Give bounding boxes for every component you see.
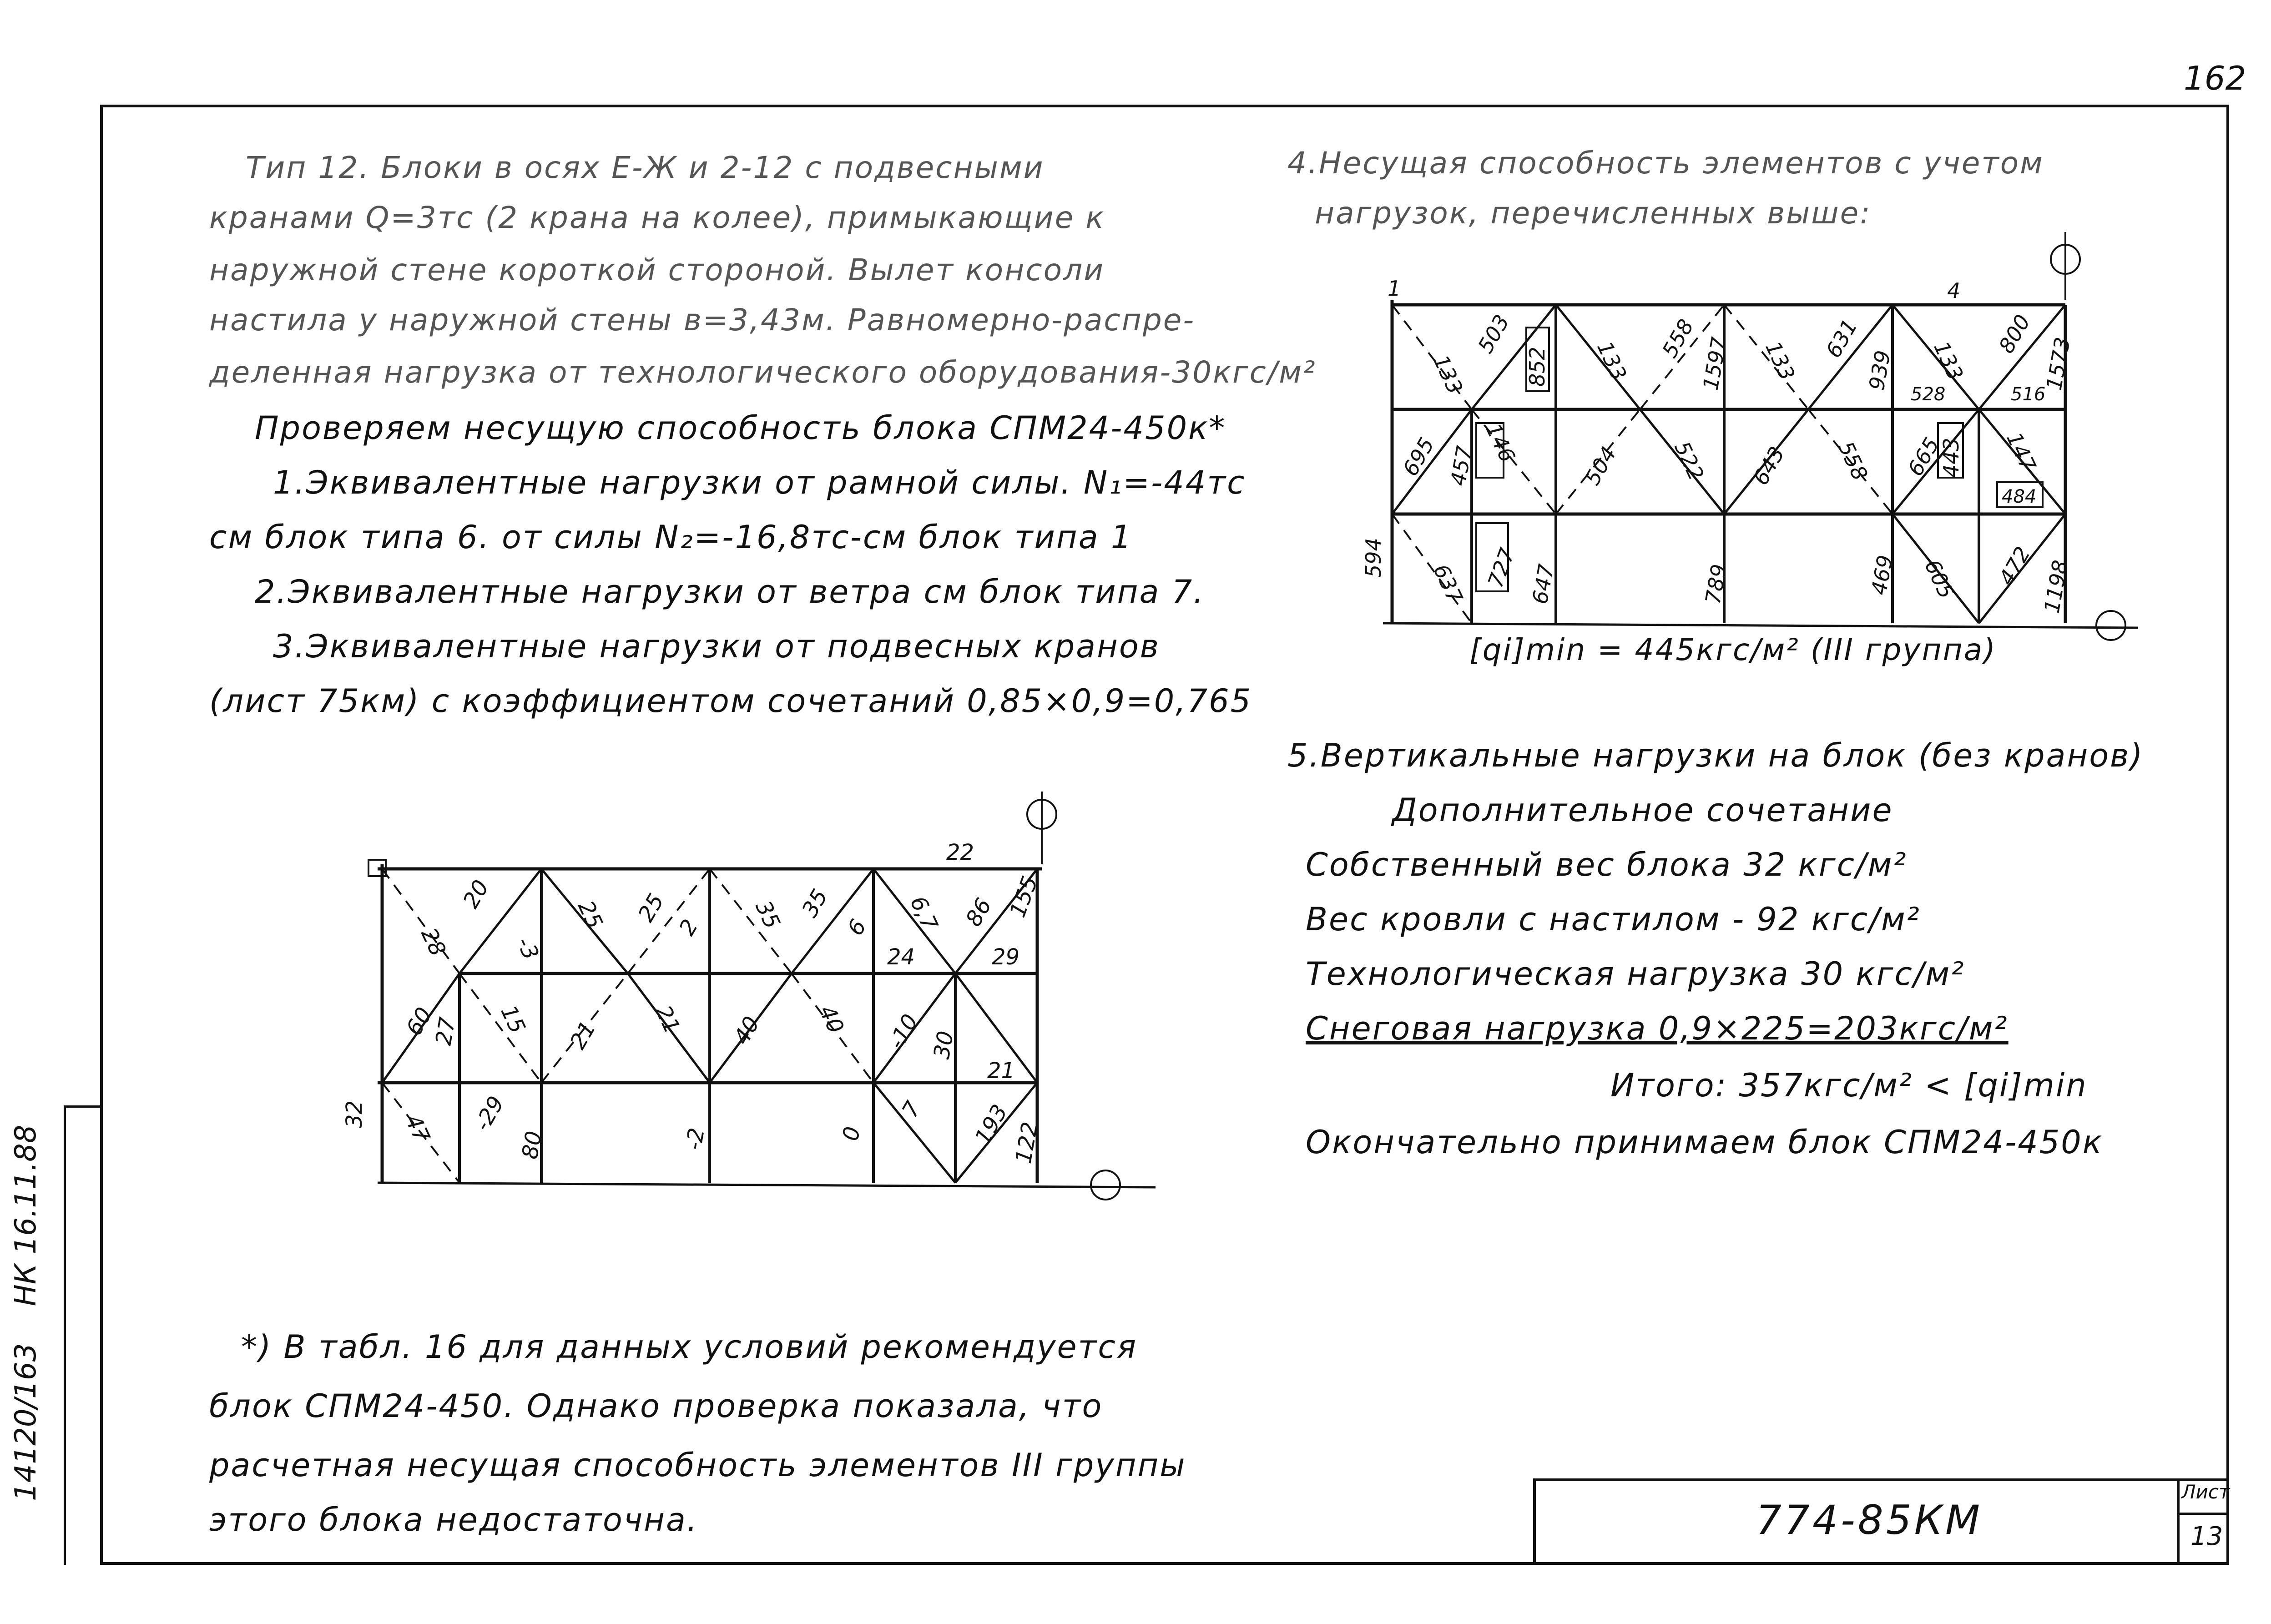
right-label-605: 605 [1920,555,1959,603]
right-label-504: 504 [1580,442,1621,489]
left-label-29: 29 [992,944,1020,970]
extra-combination: Дополнительное сочетание [1392,792,1893,829]
qmin-line: [qi]min = 445кгс/м² (III группа) [1469,632,1997,667]
left-label-21a: 21 [565,1017,601,1054]
p1-line4: настила у наружной стены в=3,43м. Равномерно-распре- [209,303,1196,338]
left-label-80: 80 [517,1129,547,1161]
right-label-594: 594 [1361,538,1386,578]
right-label-727: 727 [1483,545,1520,591]
left-label-24: 24 [887,944,915,970]
sheet-number: 13 [2190,1522,2223,1551]
right-label-1: 1 [1388,276,1401,301]
side-stamp-date: НК 16.11.88 [9,1125,43,1306]
sheet-label: Лист [2181,1481,2230,1503]
left-label-m29: -29 [469,1092,510,1135]
left-label-6-7: 6,7 [905,892,943,935]
left-label-0: 0 [838,1125,866,1143]
left-label-193: 193 [969,1100,1013,1149]
left-label-m3: -3 [511,933,544,964]
right-label-516: 516 [2011,384,2046,405]
right-label-147: 147 [2002,428,2041,475]
right-label-522: 522 [1670,437,1709,484]
left-label-20: 20 [458,876,494,913]
item1-line1: 1.Эквивалентные нагрузки от рамной силы. N₁=-44тс [273,464,1246,501]
left-label-60: 60 [401,1003,437,1040]
left-label-28: 28 [416,924,451,960]
right-label-4: 4 [1947,278,1961,303]
item3-line1: 3.Эквивалентные нагрузки от подвесных кранов [273,628,1160,665]
side-stamp-box [64,1105,100,1565]
right-label-1597: 1597 [1698,335,1732,392]
right-label-484: 484 [2002,486,2037,507]
footnote-line2: блок СПМ24-450. Однако проверка показала, что [209,1387,1103,1425]
right-label-503: 503 [1473,310,1514,358]
final-decision: Окончательно принимаем блок СПМ24-450к [1306,1124,2104,1161]
left-label-21c: 21 [987,1058,1015,1084]
right-label-939: 939 [1864,348,1896,392]
left-label-27: 27 [430,1015,461,1048]
truss-diagram-left [342,773,1174,1219]
right-label-647: 647 [1527,562,1559,606]
left-label-25a: 25 [573,897,608,933]
roof-weight: Вес кровли с настилом - 92 кгс/м² [1306,901,1921,938]
sheet-box-divider [2177,1513,2229,1515]
left-label-m10: -10 [883,1010,924,1054]
right-label-695: 695 [1398,433,1439,480]
own-weight: Собственный вес блока 32 кгс/м² [1306,846,1908,883]
right-label-558: 558 [1657,315,1699,362]
right-label-133d: 133 [1929,337,1968,384]
footnote-line3: расчетная несущая способность элементов III группы [209,1447,1186,1484]
right-label-637: 637 [1428,560,1468,607]
left-label-35a: 35 [750,897,785,933]
right-label-133b: 133 [1592,337,1632,384]
right-label-469: 469 [1866,553,1898,597]
right-label-133c: 133 [1761,337,1800,384]
tech-load: Технологическая нагрузка 30 кгс/м² [1306,955,1965,993]
p1-line2: кранами Q=3тс (2 крана на колее), примыкающие к [209,200,1105,235]
left-label-47: 47 [400,1110,435,1147]
right-label-631: 631 [1821,315,1862,362]
item4-line1: 4.Несущая способность элементов с учетом [1287,146,2044,181]
left-label-35b: 35 [797,885,833,922]
right-label-1198: 1198 [2039,558,2073,615]
left-label-40b: 40 [814,1001,849,1038]
item2: 2.Эквивалентные нагрузки от ветра см блок типа 7. [255,573,1205,610]
right-label-472: 472 [1993,542,2035,590]
truss-diagram-right [1356,223,2175,660]
left-label-30: 30 [929,1029,959,1061]
right-label-800: 800 [1993,310,2035,358]
right-label-1573: 1573 [2041,335,2075,392]
item4-line2: нагрузок, перечисленных выше: [1315,196,1872,231]
right-label-852: 852 [1525,347,1549,387]
doc-code: 774-85КМ [1756,1497,1983,1543]
left-label-6: 6 [842,915,872,940]
left-label-155: 155 [1004,873,1043,921]
right-label-528: 528 [1911,384,1946,405]
right-label-457: 457 [1445,444,1477,488]
item3-line2: (лист 75км) с коэффициентом сочетаний 0,85×0,9=0,765 [209,682,1252,720]
left-label-21b: 21 [650,1001,685,1038]
left-label-15: 15 [495,1001,530,1038]
left-label-86: 86 [960,894,997,931]
check-line: Проверяем несущую способность блока СПМ24-450к* [255,409,1226,447]
left-label-40a: 40 [728,1012,765,1049]
right-label-443: 443 [1939,438,1963,478]
right-label-789: 789 [1700,562,1732,606]
item1-line2: см блок типа 6. от силы N₂=-16,8тс-см блок типа 1 [209,519,1133,556]
right-label-643: 643 [1748,442,1790,489]
p1-line3: наружной стене короткой стороной. Вылет консоли [209,252,1105,287]
right-label-133a: 133 [1428,351,1468,398]
left-label-2: 2 [674,915,703,940]
left-label-32: 32 [342,1100,367,1128]
p1-line1: Тип 12. Блоки в осях Е-Ж и 2-12 с подвесными [246,150,1045,185]
left-label-22: 22 [946,840,974,865]
p1-line5: деленная нагрузка от технологического оборудования-30кгс/м² [209,355,1317,390]
left-label-122: 122 [1010,1120,1043,1166]
footnote-line1: *) В табл. 16 для данных условий рекомендуется [241,1328,1137,1366]
right-label-558b: 558 [1833,437,1873,484]
total: Итого: 357кгс/м² < [qi]min [1610,1067,2088,1104]
left-label-7: 7 [897,1097,926,1122]
side-stamp [9,1125,43,1501]
item5: 5.Вертикальные нагрузки на блок (без кранов) [1287,737,2144,774]
left-label-25b: 25 [633,889,669,926]
snow-load: Снеговая нагрузка 0,9×225=203кгс/м² [1306,1010,2009,1047]
side-stamp-inv: 14120/163 [9,1343,43,1501]
right-label-665: 665 [1903,433,1944,480]
left-label-m2: -2 [681,1126,710,1152]
footnote-line4: этого блока недостаточна. [209,1501,699,1538]
right-label-146: 146 [1481,419,1520,466]
page-number: 162 [2184,59,2246,97]
